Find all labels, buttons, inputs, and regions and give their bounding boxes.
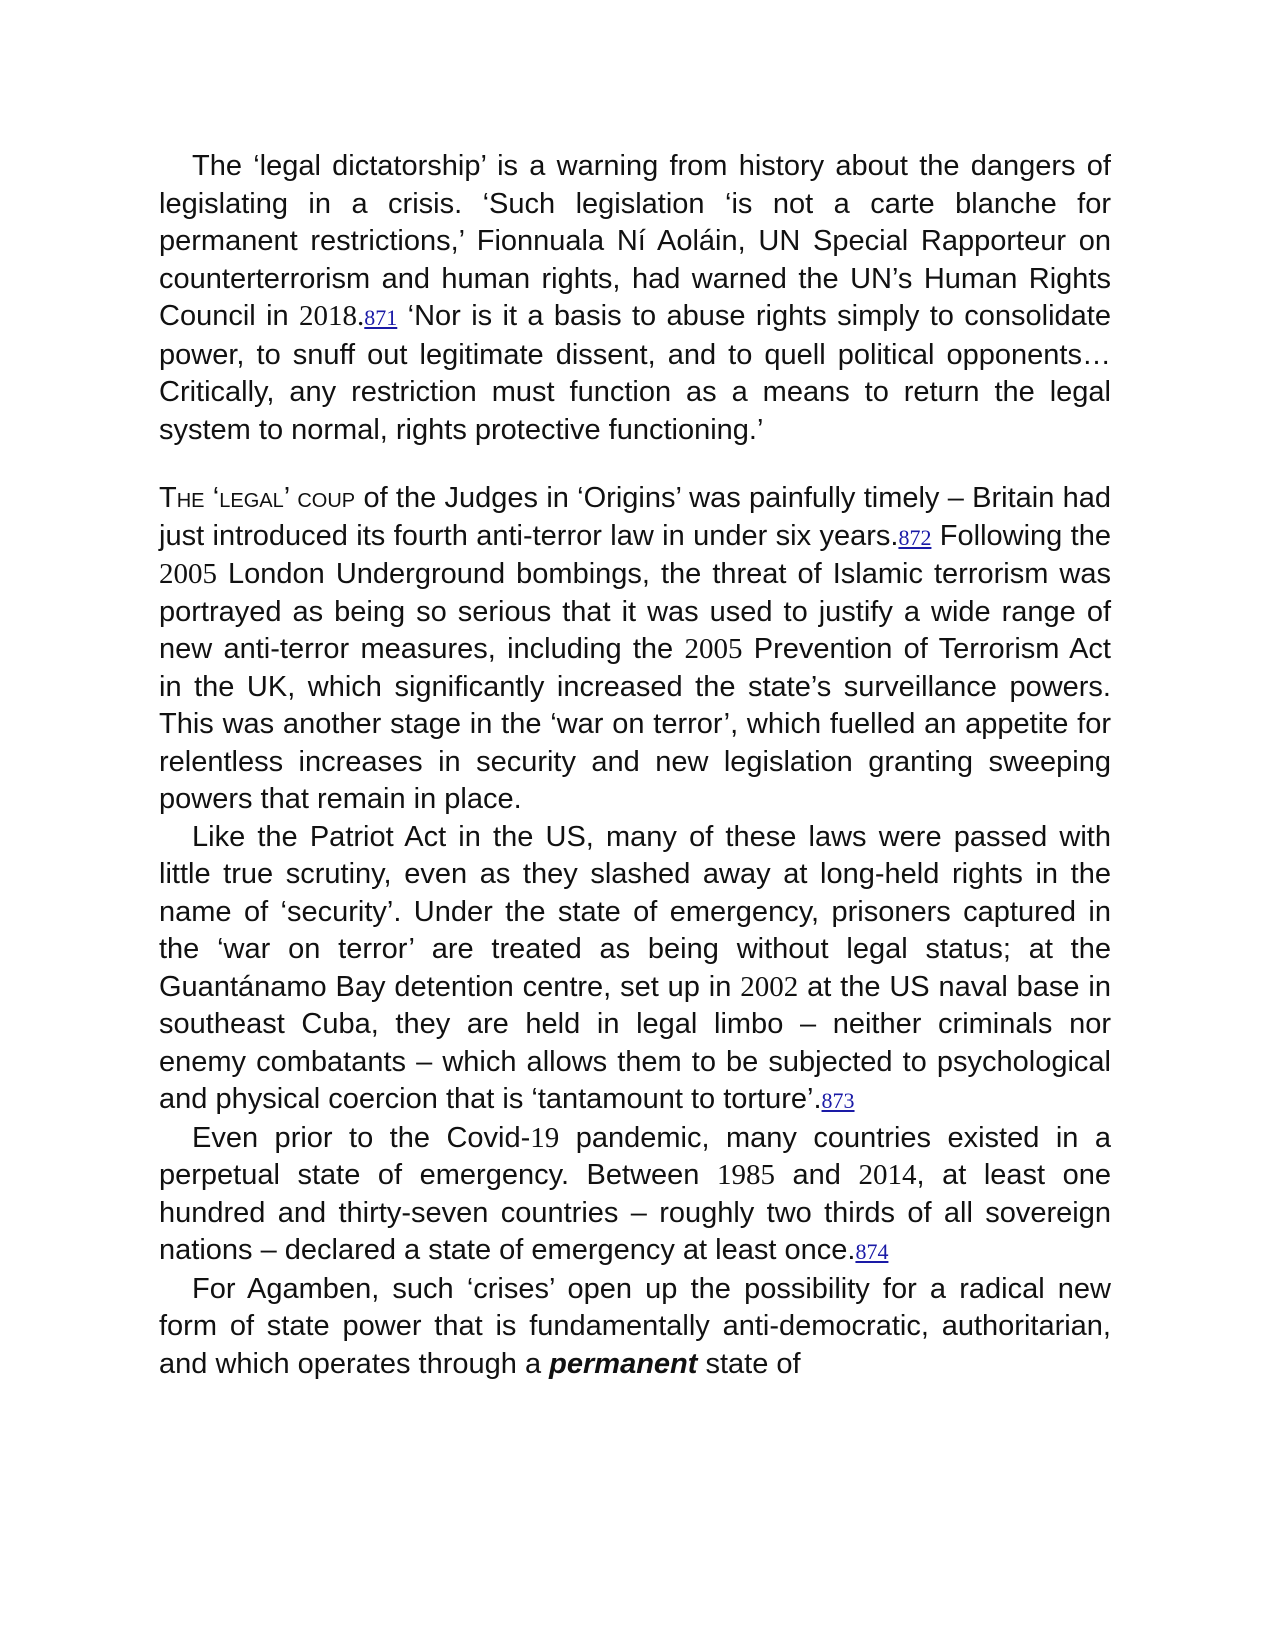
text-run: Like the Patriot Act in the US, many of these laws were passed with little true scrutiny, even as they slashed away at long-held rights in the name of ‘security’. Under the state of emergency, prisoners captured in the ‘war on terror’ are treated as being without legal status; at the Guantánamo Bay detention centre, set up in — [159, 820, 1111, 1003]
year-number: 2002 — [740, 970, 799, 1003]
text-run: Following the — [931, 519, 1111, 552]
year-number: 1985 — [716, 1159, 775, 1191]
emphasis-permanent: permanent — [549, 1347, 698, 1380]
paragraph-covid-emergency — [159, 1120, 1111, 1271]
body-text — [159, 148, 1111, 1383]
paragraph-agamben — [159, 1271, 1111, 1384]
text-run: Prevention of Terrorism Act in the UK, which significantly increased the state’s surveillance powers. This was another stage in the ‘war on terror’, which fuelled an appetite for relentless increases in security and new legislation granting sweeping powers that remain in place. — [159, 633, 1111, 815]
year-number: 2005 — [684, 633, 743, 665]
year-number: 2018. — [299, 300, 365, 332]
year-number: 2005 — [159, 558, 217, 590]
small-caps-lead: The ‘legal’ coup — [159, 482, 356, 514]
paragraph-legal-coup — [159, 480, 1111, 819]
text-run: state of — [697, 1347, 801, 1380]
paragraph-legal-dictatorship — [159, 148, 1111, 449]
footnote-link-872[interactable]: 872 — [898, 524, 932, 550]
text-run: , at least one hundred and thirty-seven countries – roughly two thirds of all sovereign nations – declared a state of emergency at least once. — [159, 1159, 1112, 1266]
paragraph-patriot-act — [159, 819, 1111, 1120]
text-run: The ‘legal dictatorship’ is a warning from history about the dangers of legislating in a crisis. ‘Such legislation ‘is not a carte blanche for permanent restrictions,’ Fionnuala Ní Aoláin, UN Special Rapporteur on counterterrorism and human rights, had warned the UN’s Human Rights Council in — [159, 150, 1111, 332]
text-run: at the US naval base in southeast Cuba, they are held in legal limbo – neither criminals nor enemy combatants – which allows them to be subjected to psychological and physical coercion that is ‘tantamount to torture’. — [159, 970, 1111, 1115]
text-run: London Underground bombings, the threat of Islamic terrorism was portrayed as being so serious that it was used to justify a wide range of new anti-terror measures, including the — [159, 558, 1111, 665]
footnote-link-871[interactable]: 871 — [364, 305, 398, 330]
text-run: ‘Nor is it a basis to abuse rights simply to consolidate power, to snuff out legitimate dissent, and to quell political opponents… Critically, any restriction must function as a means to return the legal system to normal, rights protective functioning.’ — [159, 300, 1111, 446]
text-run: and — [774, 1159, 859, 1191]
number: 19 — [530, 1121, 560, 1154]
footnote-link-873[interactable]: 873 — [821, 1088, 855, 1113]
text-run: pandemic, many countries existed in a perpetual state of emergency. Between — [159, 1121, 1111, 1191]
footnote-link-874[interactable]: 874 — [855, 1239, 889, 1264]
text-run: Even prior to the Covid- — [192, 1121, 531, 1154]
text-run: For Agamben, such ‘crises’ open up the possibility for a radical new form of state power that is fundamentally anti-democratic, authoritarian, and which operates through a — [159, 1272, 1111, 1380]
year-number: 2014 — [858, 1159, 917, 1191]
text-run: of the Judges in ‘Origins’ was painfully timely – Britain had just introduced its fourth anti-terror law in under six years. — [159, 482, 1111, 552]
